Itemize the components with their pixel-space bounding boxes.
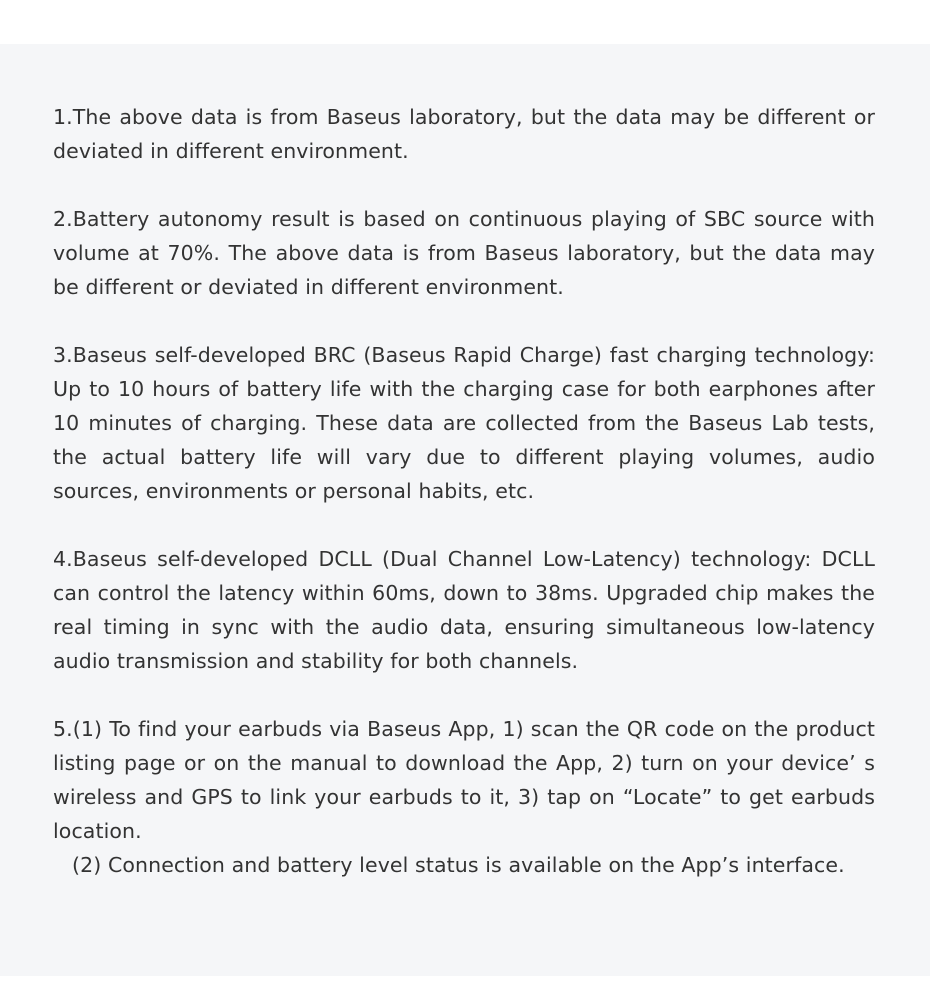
footnote-4: 4.Baseus self-developed DCLL (Dual Channel Low-Latency) technology: DCLL can control the latency within 60ms, down to 38ms. Upgraded chip makes the real timing in sync with the audio data, ensuring simultaneous low-latency audio transmission and stability for both channels. [53, 547, 875, 673]
footnote-5-part-2: (2) Connection and battery level status is available on the App’s interface. [72, 853, 845, 877]
footnote-1: 1.The above data is from Baseus laboratory, but the data may be different or deviated in different environment. [53, 105, 875, 163]
footnote-2: 2.Battery autonomy result is based on continuous playing of SBC source with volume at 70%. The above data is from Baseus laboratory, but the data may be different or deviated in different environment. [53, 207, 875, 299]
footnote-3: 3.Baseus self-developed BRC (Baseus Rapid Charge) fast charging technology: Up to 10 hours of battery life with the charging case for both earphones after 10 minutes of charging. These data are collected from the Baseus Lab tests, the actual battery life will vary due to different playing volumes, audio sources, environments or personal habits, etc. [53, 343, 875, 503]
footnote-5-part-1: 5.(1) To find your earbuds via Baseus App, 1) scan the QR code on the product listing page or on the manual to download the App, 2) turn on your device’ s wireless and GPS to link your earbuds to it, 3) tap on “Locate” to get earbuds location. [53, 717, 875, 843]
footnotes-list [53, 100, 875, 882]
footnote-5 [53, 712, 875, 882]
